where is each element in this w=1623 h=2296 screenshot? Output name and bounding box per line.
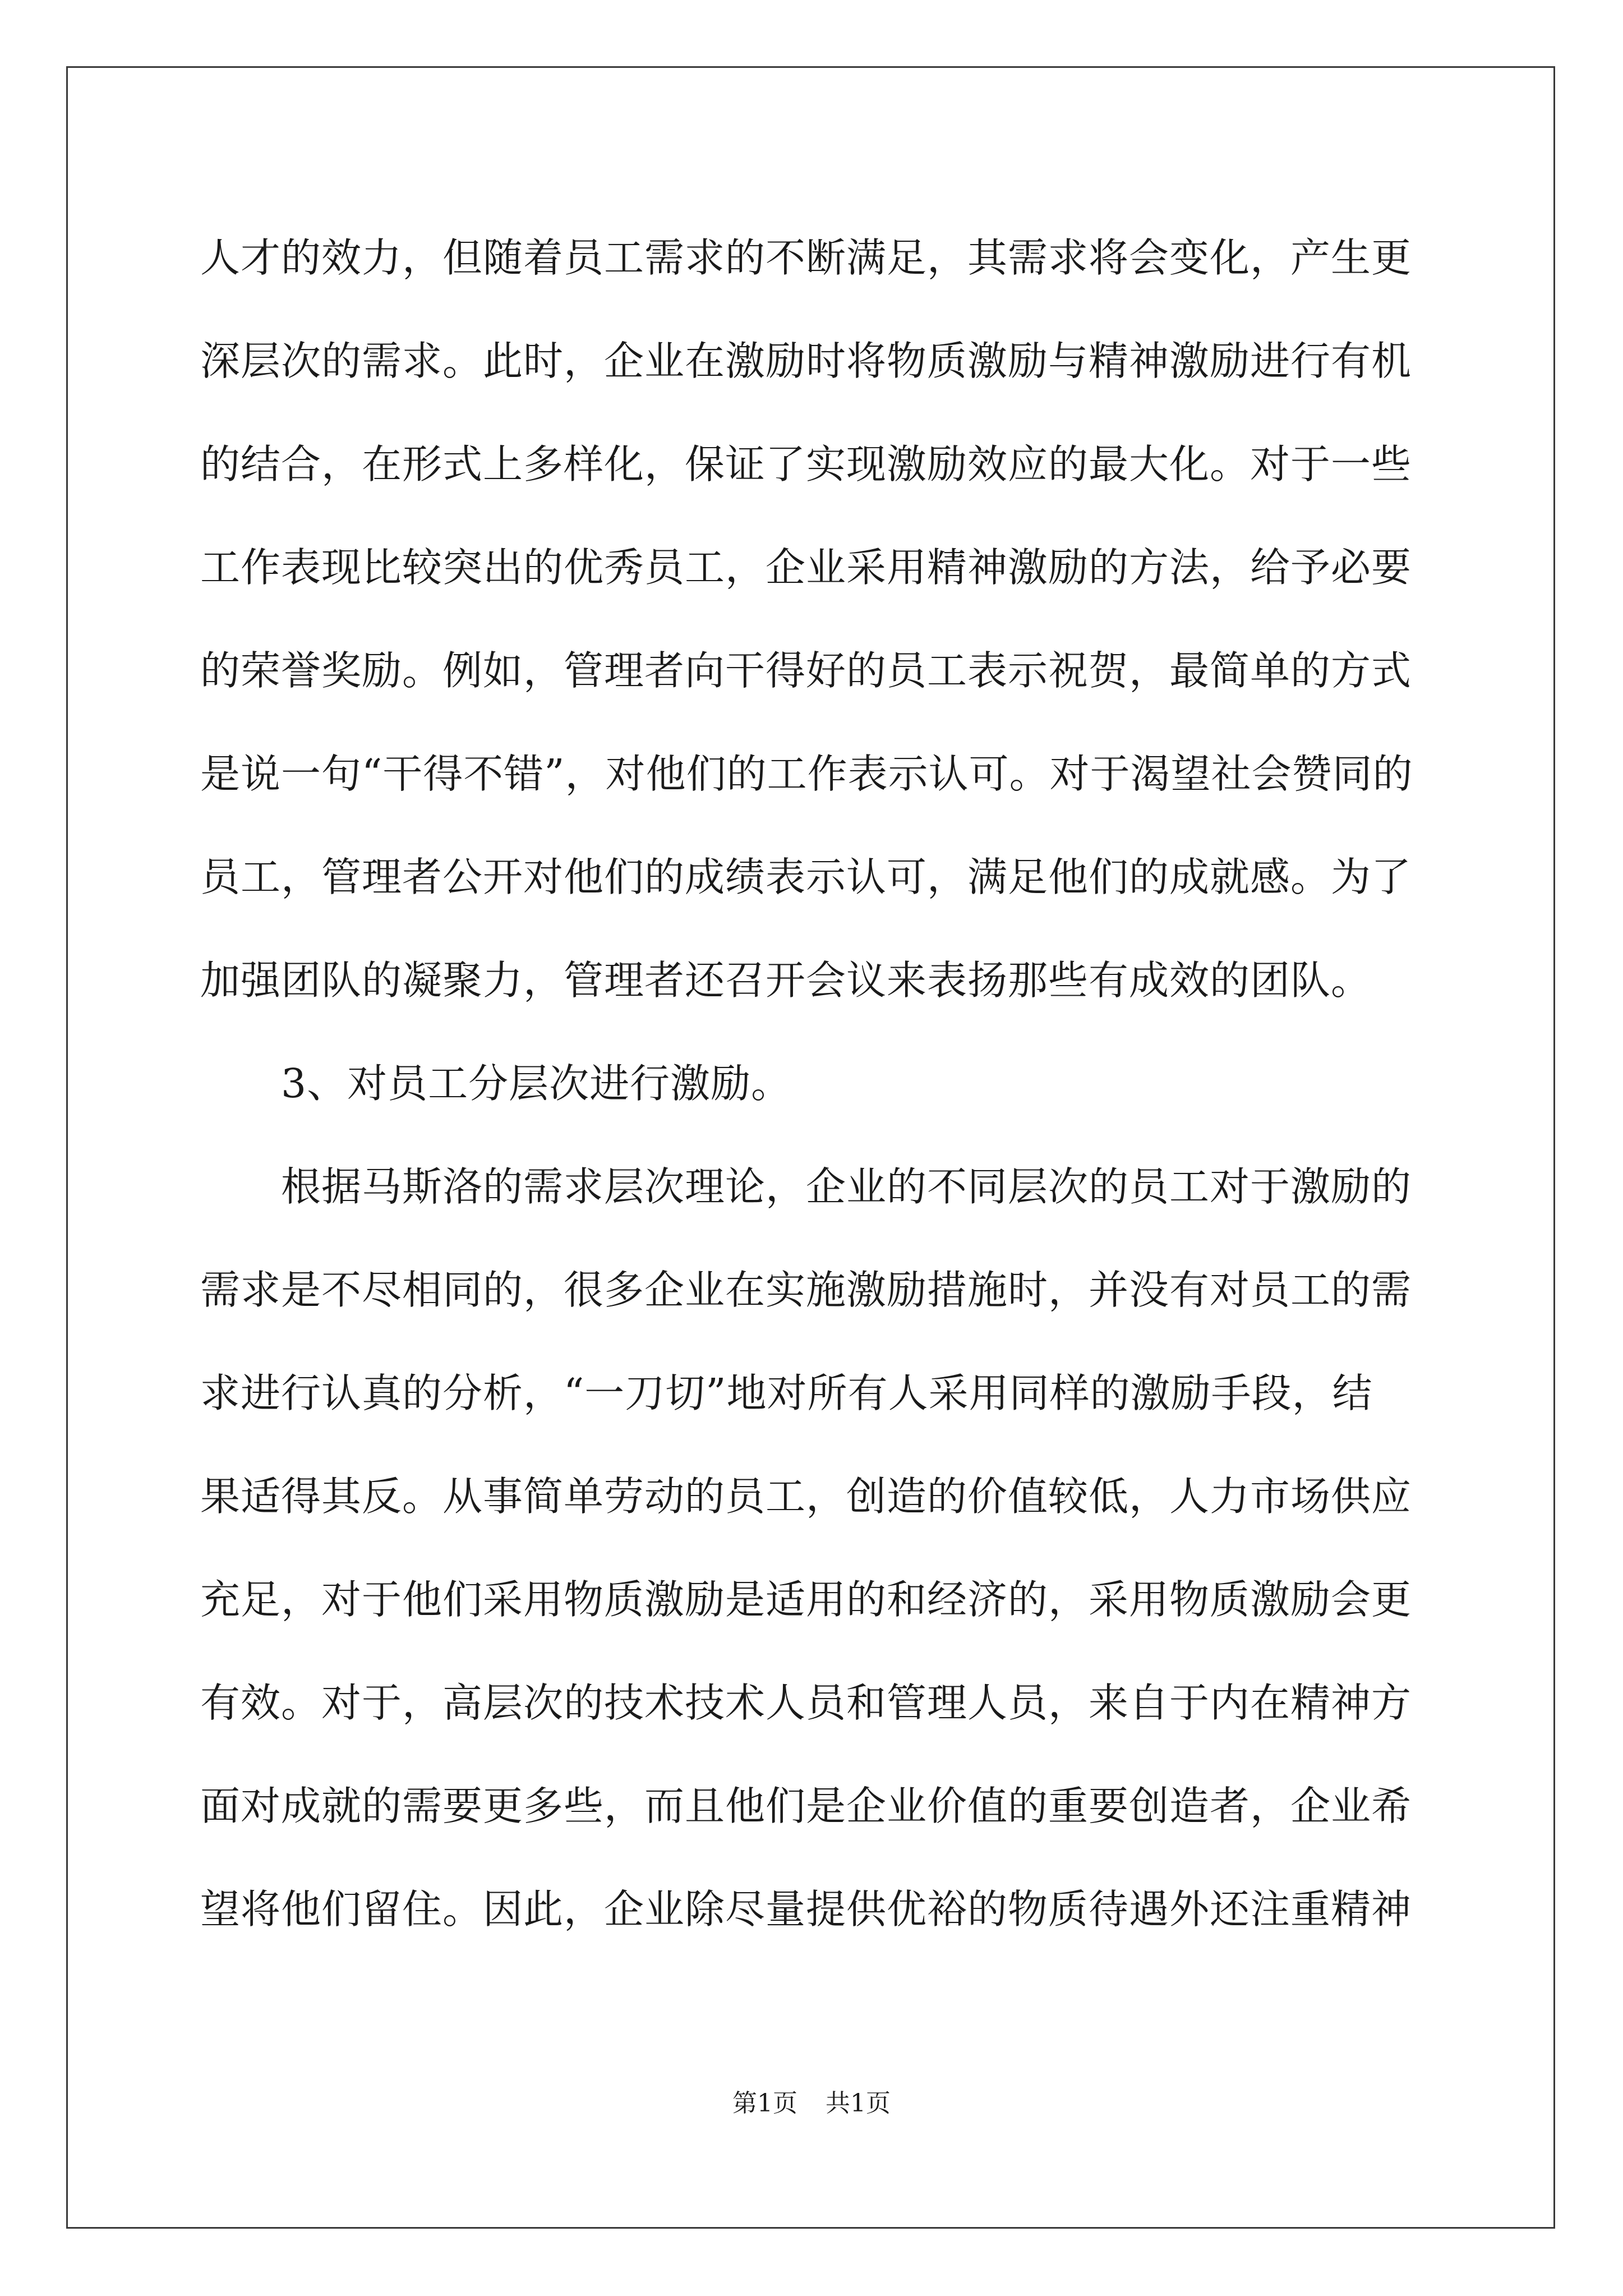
text-line: 的结合，在形式上多样化，保证了实现激励效应的最大化。对于一些 — [200, 441, 1412, 487]
text-line: 人才的效力，但随着员工需求的不断满足，其需求将会变化，产生更 — [200, 234, 1412, 281]
text-line: 是说一句“干得不错”，对他们的工作表示认可。对于渴望社会赞同的 — [200, 751, 1413, 797]
page-total: 共1页 — [826, 2089, 891, 2118]
text-line: 深层次的需求。此时，企业在激励时将物质激励与精神激励进行有机 — [200, 338, 1412, 384]
text-line: 加强团队的凝聚力，管理者还召开会议来表扬那些有成效的团队。 — [200, 957, 1372, 1004]
text-line: 员工，管理者公开对他们的成绩表示认可，满足他们的成就感。为了 — [200, 854, 1412, 900]
text-line: 需求是不尽相同的，很多企业在实施激励措施时，并没有对员工的需 — [200, 1267, 1412, 1313]
text-line: 果适得其反。从事简单劳动的员工，创造的价值较低，人力市场供应 — [200, 1473, 1412, 1520]
page-footer — [0, 2087, 1623, 2120]
text-line: 有效。对于，高层次的技术技术人员和管理人员，来自于内在精神方 — [200, 1680, 1412, 1726]
text-line: 求进行认真的分析，“一刀切”地对所有人采用同样的激励手段，结 — [200, 1370, 1373, 1416]
text-line: 根据马斯洛的需求层次理论，企业的不同层次的员工对于激励的 — [200, 1163, 1412, 1210]
text-line: 工作表现比较突出的优秀员工，企业采用精神激励的方法，给予必要 — [200, 544, 1412, 591]
text-line: 望将他们留住。因此，企业除尽量提供优裕的物质待遇外还注重精神 — [200, 1886, 1412, 1932]
text-line: 面对成就的需要更多些，而且他们是企业价值的重要创造者，企业希 — [200, 1783, 1412, 1829]
text-line: 的荣誉奖励。例如，管理者向干得好的员工表示祝贺，最简单的方式 — [200, 647, 1412, 694]
section-heading: 3、对员工分层次进行激励。 — [200, 1060, 792, 1107]
text-line: 充足，对于他们采用物质激励是适用的和经济的，采用物质激励会更 — [200, 1576, 1412, 1623]
page-number: 第1页 — [732, 2089, 797, 2118]
document-body — [200, 206, 1428, 1961]
